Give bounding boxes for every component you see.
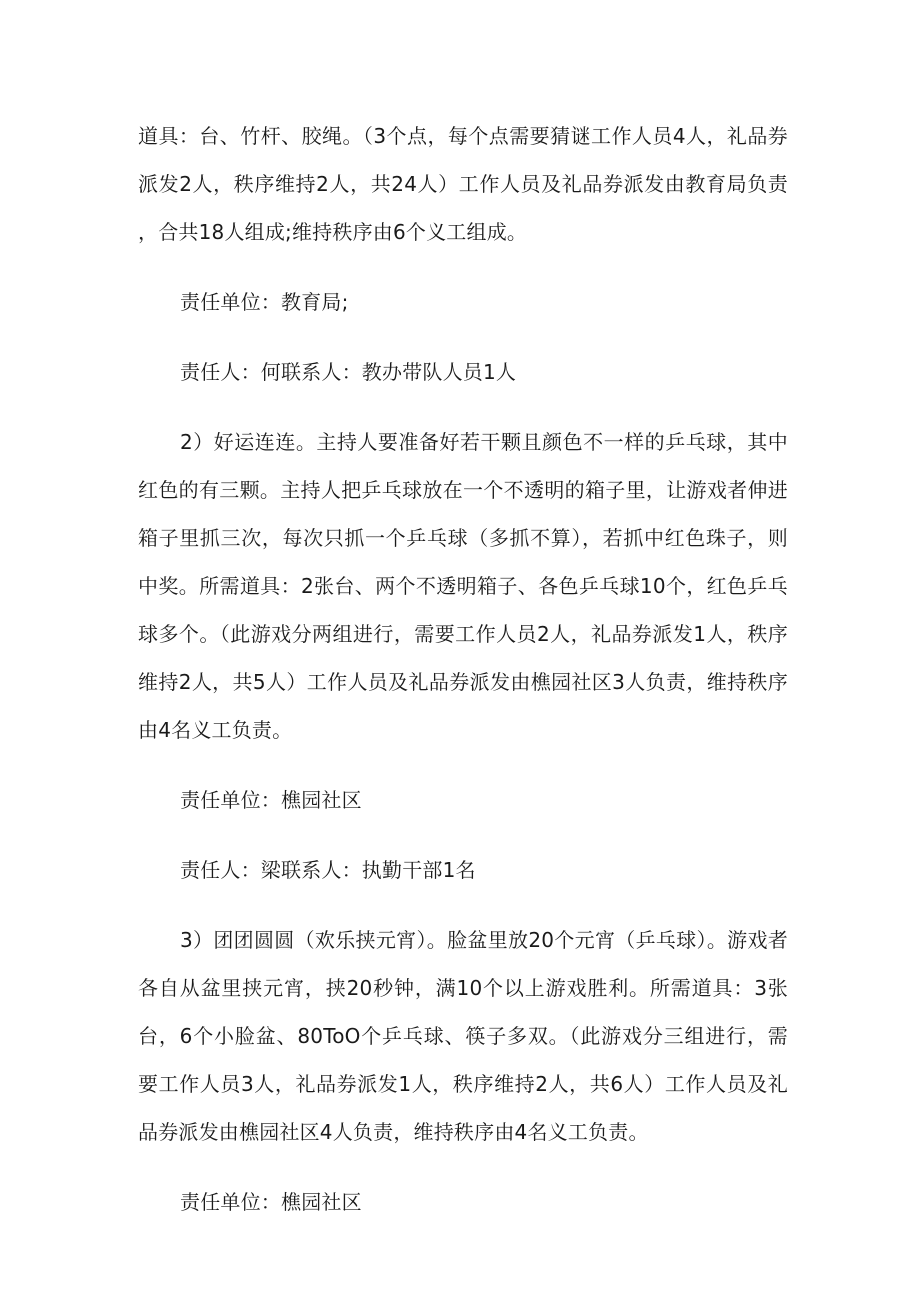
document-body	[138, 112, 788, 1226]
paragraph-responsible-person-he: 责任人：何联系人：教办带队人员1人	[180, 360, 517, 384]
paragraph-responsible-unit-education: 责任单位：教育局;	[180, 290, 349, 314]
paragraph-game-good-luck: 2）好运连连。主持人要准备好若干颗且颜色不一样的乒乓球，其中红色的有三颗。主持人把乒乓球放在一个不透明的箱子里，让游戏者伸进箱子里抓三次，每次只抓一个乒乓球（多抓不算），若抓中红色珠子，则中奖。所需道具：2张台、两个不透明箱子、各色乒乓球10个，红色乒乓球多个。（此游戏分两组进行，需要工作人员2人，礼品券派发1人，秩序维持2人，共5人）工作人员及礼品券派发由樵园社区3人负责，维持秩序由4名义工负责。	[138, 430, 788, 742]
paragraph-game-reunion: 3）团团圆圆（欢乐挟元宵）。脸盆里放20个元宵（乒乓球）。游戏者各自从盆里挟元宵，挟20秒钟，满10个以上游戏胜利。所需道具：3张台，6个小脸盆、80ToO个乒乓球、筷子多双。（此游戏分三组进行，需要工作人员3人，礼品券派发1人，秩序维持2人，共6人）工作人员及礼品券派发由樵园社区4人负责，维持秩序由4名义工负责。	[138, 928, 788, 1144]
paragraph-responsible-unit-qiaoyuan-2: 责任单位：樵园社区	[180, 1190, 362, 1214]
paragraph-props-staffing: 道具：台、竹杆、胶绳。（3个点，每个点需要猜谜工作人员4人，礼品券派发2人，秩序维持2人，共24人）工作人员及礼品券派发由教育局负责，合共18人组成;维持秩序由6个义工组成。	[138, 124, 788, 244]
paragraph-responsible-person-liang: 责任人：梁联系人：执勤干部1名	[180, 858, 476, 882]
paragraph-responsible-unit-qiaoyuan-1: 责任单位：樵园社区	[180, 788, 362, 812]
